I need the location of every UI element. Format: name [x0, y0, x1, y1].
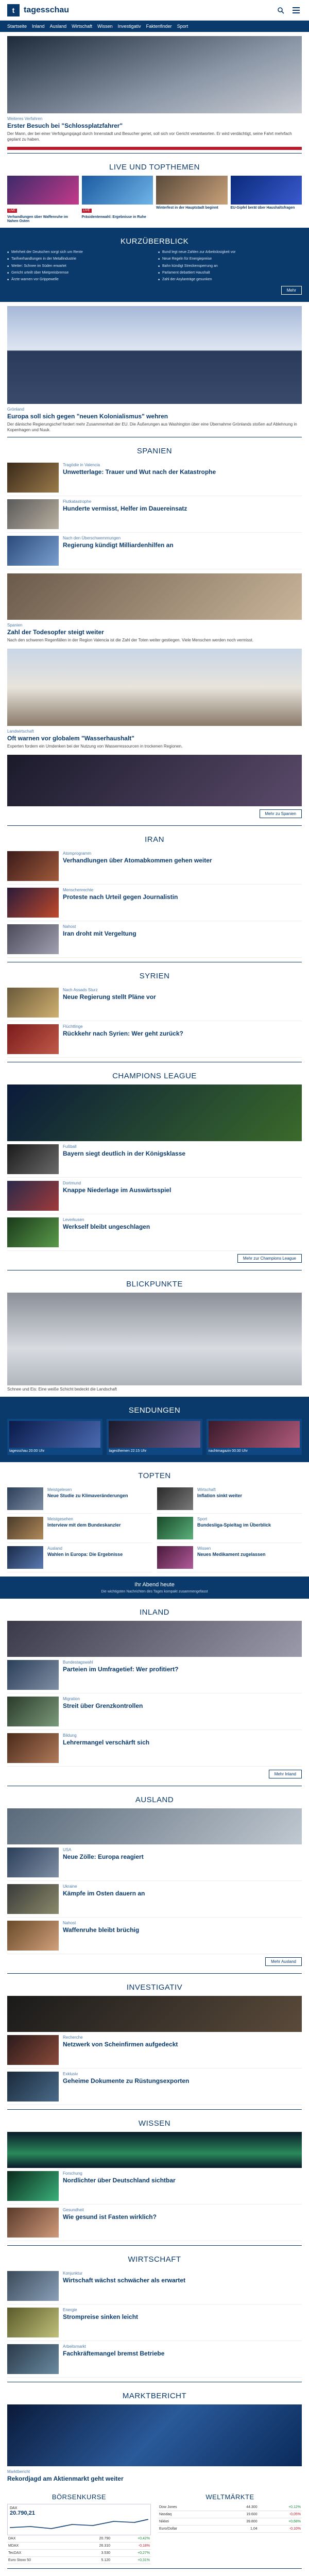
hero-teaser-text: Der Mann, der bei einer Verfolgungsjagd durch Innenstadt und Besucher geriet, soll sich vor Gericht verantworten. Er wird verdächtigt, seine Fahrt mehrfach geplant zu haben.	[7, 131, 292, 142]
item-kicker: Gesundheit	[63, 2207, 84, 2212]
quote-value: 26.310	[75, 2542, 111, 2549]
section-title-investigativ: INVESTIGATIV	[126, 1982, 183, 1992]
lead2-image[interactable]	[7, 306, 302, 404]
marktbericht-kicker: Marktbericht	[7, 2469, 30, 2474]
thumbnail[interactable]	[7, 1181, 59, 1211]
lead2-headline[interactable]: Europa soll sich gegen "neuen Kolonialismus" wehren	[7, 412, 168, 420]
cl-section	[0, 1062, 309, 1270]
live-badge: LIVE	[82, 209, 92, 213]
world-table	[158, 2504, 302, 2533]
more-button[interactable]: Mehr zur Champions League	[237, 1254, 302, 1263]
thumbnail[interactable]	[7, 463, 59, 493]
list-item[interactable]	[7, 1514, 152, 1543]
iran-section	[0, 826, 309, 962]
search-icon[interactable]	[275, 5, 286, 16]
quote-value: 39.800	[219, 2518, 259, 2525]
item-kicker: Nach Assads Sturz	[63, 988, 98, 993]
section-title-spanien: SPANIEN	[136, 447, 173, 456]
quote-value: 19.600	[219, 2511, 259, 2518]
item-kicker: Fußball	[63, 1144, 77, 1149]
nav-item[interactable]: Ausland	[49, 24, 67, 29]
item-headline[interactable]: Nordlichter über Deutschland sichtbar	[63, 2176, 176, 2184]
sendung-caption[interactable]: tagesthemen 22:15 Uhr	[109, 1449, 147, 1453]
thumbnail[interactable]	[7, 1487, 43, 1510]
more-button[interactable]: Mehr Ausland	[265, 1957, 302, 1966]
index-box[interactable]	[7, 2504, 151, 2535]
item-kicker: Sport	[197, 1516, 208, 1521]
table-row[interactable]	[158, 2511, 302, 2518]
marktbericht-section	[0, 2382, 309, 2487]
topten-section	[0, 1462, 309, 1577]
list-item[interactable]	[7, 460, 302, 496]
section-title-syrien: SYRIEN	[139, 972, 170, 981]
quote-value: 20.790	[75, 2535, 111, 2543]
item-headline[interactable]: Wahlen in Europa: Die Ergebnisse	[47, 1551, 123, 1557]
item-headline[interactable]: Fachkräftemangel bremst Betriebe	[63, 2349, 165, 2357]
item-headline[interactable]: Lehrermangel verschärft sich	[63, 1738, 150, 1746]
sendungen-section	[0, 1397, 309, 1462]
index-name: DAX	[10, 2506, 18, 2510]
list-item[interactable]	[7, 885, 302, 921]
thumbnail[interactable]	[7, 2308, 59, 2337]
item-headline[interactable]: Netzwerk von Scheinfirmen aufgedeckt	[63, 2040, 178, 2048]
table-row[interactable]	[7, 2549, 151, 2556]
ausland-image[interactable]	[7, 1808, 302, 1844]
list-item[interactable]	[7, 985, 302, 1021]
thumbnail[interactable]	[7, 2035, 59, 2065]
nav-item[interactable]: Wissen	[97, 24, 113, 29]
live-image[interactable]	[231, 176, 302, 205]
section-title-weltmaerkte: WELTMÄRKTE	[205, 2493, 254, 2501]
thumbnail[interactable]	[7, 1546, 43, 1569]
item-headline[interactable]: Bundesliga-Spieltag im Überblick	[197, 1522, 271, 1528]
index-value: 20.790,21	[10, 2510, 35, 2516]
list-item[interactable]	[7, 1141, 302, 1178]
thumbnail[interactable]	[7, 2271, 59, 2301]
blickpunkte-image[interactable]	[7, 1293, 302, 1385]
sendung-caption[interactable]: nachtmagazin 00:30 Uhr	[208, 1449, 248, 1453]
item-headline[interactable]: Wirtschaft wächst schwächer als erwartet	[63, 2276, 185, 2284]
list-item[interactable]	[7, 848, 302, 885]
quote-name: DAX	[7, 2535, 75, 2543]
thumbnail[interactable]	[7, 499, 59, 529]
kb-item[interactable]: ■ Gericht urteilt über Mietpreisbremse	[7, 270, 151, 275]
item-headline[interactable]: Interview mit dem Bundeskanzler	[47, 1522, 121, 1528]
nav-item[interactable]: Startseite	[7, 24, 27, 29]
logo-letter: t	[12, 6, 15, 14]
thumbnail[interactable]	[7, 1733, 59, 1763]
item-kicker: Konjunktur	[63, 2270, 83, 2276]
sendung-card[interactable]	[107, 1419, 202, 1455]
item-kicker: USA	[63, 1847, 72, 1852]
list-item[interactable]	[7, 1657, 302, 1693]
logo-icon[interactable]	[7, 4, 20, 16]
investigativ-image[interactable]	[7, 1996, 302, 2032]
nav-item[interactable]: Wirtschaft	[72, 24, 93, 29]
quote-change: -0,18%	[111, 2542, 151, 2549]
section-title-marktbericht: MARKTBERICHT	[122, 2391, 187, 2400]
item-headline[interactable]: Strompreise sinken leicht	[63, 2313, 139, 2320]
list-item[interactable]	[7, 496, 302, 533]
quote-change: +0,42%	[111, 2535, 151, 2543]
item-headline[interactable]: Iran droht mit Vergeltung	[63, 930, 136, 938]
logo-wordmark: tagesschau	[24, 5, 70, 14]
thumbnail[interactable]	[7, 1921, 59, 1951]
quote-value: 44.300	[219, 2504, 259, 2511]
item-headline[interactable]: Inflation sinkt weiter	[197, 1493, 243, 1498]
feature2-image[interactable]	[7, 649, 302, 726]
cl-image[interactable]	[7, 1084, 302, 1141]
quote-value: 5.120	[75, 2556, 111, 2564]
hero-accent-bar	[7, 147, 302, 150]
live-section	[0, 154, 309, 228]
item-headline[interactable]: Neue Zölle: Europa reagiert	[63, 1853, 144, 1860]
kb-item[interactable]: ■ Parlament debattiert Haushalt	[158, 270, 302, 275]
thumbnail[interactable]	[7, 536, 59, 566]
live-caption[interactable]: EU-Gipfel berät über Haushaltsfragen	[230, 206, 295, 210]
item-headline[interactable]: Proteste nach Urteil gegen Journalistin	[63, 893, 178, 901]
sendung-image[interactable]	[109, 1421, 200, 1448]
quote-value: 1,04	[219, 2525, 259, 2532]
list-item[interactable]	[7, 2304, 302, 2341]
quote-name: Euro/Dollar	[158, 2525, 219, 2532]
list-item[interactable]	[7, 2205, 302, 2241]
list-item[interactable]	[157, 1514, 302, 1543]
kb-item[interactable]: ■ Ärzte warnen vor Grippewelle	[7, 277, 151, 282]
item-headline[interactable]: Hunderte vermisst, Helfer im Dauereinsatz	[63, 505, 187, 513]
item-headline[interactable]: Neue Studie zu Klimaveränderungen	[47, 1493, 128, 1498]
list-item[interactable]	[157, 1543, 302, 1572]
item-kicker: Ausland	[47, 1546, 62, 1551]
logo-text[interactable]	[24, 6, 69, 15]
item-kicker: Flüchtlinge	[63, 1024, 83, 1029]
quote-name: MDAX	[7, 2542, 75, 2549]
quote-name: Euro Stoxx 50	[7, 2556, 75, 2564]
spanien-section	[0, 437, 309, 825]
boerse-section	[0, 2487, 309, 2568]
item-kicker: Migration	[63, 1696, 80, 1701]
kurzueberblick-section	[0, 228, 309, 301]
table-row[interactable]	[7, 2535, 151, 2543]
thumbnail[interactable]	[157, 1487, 193, 1510]
live-card[interactable]	[231, 176, 302, 224]
item-kicker: Dortmund	[63, 1181, 81, 1186]
item-kicker: Forschung	[63, 2171, 82, 2176]
nav-item[interactable]: Faktenfinder	[146, 24, 172, 29]
table-row[interactable]	[158, 2504, 302, 2511]
feature-teaser: Nach den schweren Regenfällen in der Region Valencia ist die Zahl der Toten weiter gestiegen. Viele Menschen werden noch vermisst.	[7, 638, 254, 643]
newsletter-sub: Die wichtigsten Nachrichten des Tages kompakt zusammengefasst	[101, 1589, 208, 1594]
thumbnail[interactable]	[7, 2344, 59, 2374]
list-item[interactable]	[7, 2168, 302, 2205]
live-card[interactable]	[156, 176, 228, 224]
item-kicker: Nahost	[63, 1920, 76, 1925]
thumbnail[interactable]	[7, 1848, 59, 1877]
thumbnail[interactable]	[157, 1517, 193, 1539]
item-headline[interactable]: Waffenruhe bleibt brüchig	[63, 1926, 140, 1934]
item-kicker: Wissen	[197, 1546, 211, 1551]
quote-table	[7, 2535, 151, 2564]
hero-image[interactable]	[7, 36, 302, 113]
wissen-section	[0, 2110, 309, 2245]
quote-change: -0,05%	[259, 2511, 302, 2518]
section-title-wirtschaft: WIRTSCHAFT	[128, 2255, 181, 2264]
item-kicker: Wirtschaft	[197, 1487, 216, 1492]
item-kicker: Atomprogramm	[63, 851, 92, 856]
boersenkurse	[7, 2491, 151, 2564]
item-kicker: Energie	[63, 2307, 77, 2312]
list-item[interactable]	[7, 1918, 302, 1954]
syrien-section	[0, 962, 309, 1062]
newsletter-title: Ihr Abend heute	[134, 1581, 175, 1588]
index-sparkline	[10, 2516, 148, 2532]
thumbnail[interactable]	[7, 2208, 59, 2238]
section-title-topten: TOPTEN	[138, 1471, 171, 1480]
section-title-blickpunkte: BLICKPUNKTE	[126, 1280, 183, 1289]
hero-kicker: Weiteres Verfahren	[7, 116, 43, 121]
hamburger-icon[interactable]	[290, 5, 302, 16]
kb-item[interactable]: ■ Neue Regeln für Energiepreise	[158, 257, 302, 261]
main-nav	[0, 21, 309, 32]
sendung-image[interactable]	[209, 1421, 300, 1448]
kb-item[interactable]: ■ Bund legt neue Zahlen zur Arbeitslosigkeit vor	[158, 250, 302, 255]
live-image[interactable]	[156, 176, 228, 205]
quote-name: TecDAX	[7, 2549, 75, 2556]
kb-item[interactable]: ■ Bahn kündigt Streckensperrung an	[158, 264, 302, 268]
item-headline[interactable]: Neue Regierung stellt Pläne vor	[63, 993, 156, 1001]
nav-item[interactable]: Inland	[32, 24, 45, 29]
list-item[interactable]	[7, 1484, 152, 1514]
live-caption[interactable]: Präsidentenwahl: Ergebnisse in Ruhe	[81, 215, 146, 219]
thumbnail[interactable]	[7, 888, 59, 918]
feature2-kicker: Landwirtschaft	[7, 729, 34, 734]
live-image[interactable]	[7, 176, 79, 205]
section-title-live: LIVE UND TOPTHEMEN	[109, 162, 200, 172]
feature2-teaser: Experten fordern ein Umdenken bei der Nutzung von Wasserressourcen in trockenen Regionen.	[7, 744, 183, 749]
list-item[interactable]	[7, 2268, 302, 2304]
nav-item[interactable]: Investigativ	[117, 24, 141, 29]
item-headline[interactable]: Verhandlungen über Atomabkommen gehen weiter	[63, 857, 212, 865]
item-kicker: Ukraine	[63, 1884, 77, 1889]
quote-change: +0,68%	[259, 2518, 302, 2525]
blickpunkte-section	[0, 1270, 309, 1397]
quote-change: +0,12%	[259, 2504, 302, 2511]
section-title-cl: CHAMPIONS LEAGUE	[112, 1072, 197, 1081]
thumbnail[interactable]	[7, 2171, 59, 2201]
list-item[interactable]	[7, 533, 302, 569]
newsletter-box[interactable]	[0, 1577, 309, 1599]
thumbnail[interactable]	[7, 851, 59, 881]
list-item[interactable]	[7, 1844, 302, 1881]
item-kicker: Exklusiv	[63, 2071, 78, 2076]
item-kicker: Tragödie in Valencia	[63, 463, 100, 468]
more-button[interactable]: Mehr Inland	[269, 1770, 302, 1778]
feature2-headline[interactable]: Oft warnen vor globalem "Wasserhaushalt"	[7, 735, 134, 742]
quote-name: Dow Jones	[158, 2504, 219, 2511]
item-headline[interactable]: Werkself bleibt ungeschlagen	[63, 1223, 150, 1231]
item-kicker: Meistgesehen	[47, 1516, 73, 1521]
section-title-iran: IRAN	[145, 835, 164, 844]
item-kicker: Meistgelesen	[47, 1487, 72, 1492]
table-row[interactable]	[7, 2556, 151, 2564]
hero-headline[interactable]: Erster Besuch bei "Schlossplatzfahrer"	[7, 122, 123, 129]
thumbnail[interactable]	[7, 1144, 59, 1174]
item-kicker: Bildung	[63, 1733, 77, 1738]
section-title-boersenkurse: BÖRSENKURSE	[52, 2493, 107, 2501]
item-kicker: Arbeitsmarkt	[63, 2344, 86, 2349]
section-title-wissen: WISSEN	[138, 2119, 171, 2128]
list-item[interactable]	[7, 921, 302, 958]
thumbnail[interactable]	[157, 1546, 193, 1569]
list-item[interactable]	[7, 1881, 302, 1918]
blickpunkte-caption: Schnee und Eis: Eine weiße Schicht bedeckt die Landschaft	[7, 1387, 117, 1392]
marktbericht-headline[interactable]: Rekordjagd am Aktienmarkt geht weiter	[7, 2475, 124, 2482]
section-title-kurzueberblick: KURZÜBERBLICK	[120, 237, 189, 246]
sendung-card[interactable]	[207, 1419, 302, 1455]
item-headline[interactable]: Knappe Niederlage im Auswärtsspiel	[63, 1187, 171, 1194]
item-kicker: Nach den Überschwemmungen	[63, 536, 121, 541]
table-row[interactable]	[158, 2518, 302, 2525]
feature-kicker: Spanien	[7, 623, 23, 628]
kb-item[interactable]: ■ Mehrheit der Deutschen sorgt sich um Rente	[7, 250, 151, 255]
thumbnail[interactable]	[7, 2072, 59, 2102]
investigativ-section	[0, 1974, 309, 2109]
list-item[interactable]	[7, 1214, 302, 1251]
live-card[interactable]	[7, 176, 79, 224]
item-kicker: Bundestagswahl	[63, 1659, 93, 1665]
quote-name: Nasdaq	[158, 2511, 219, 2518]
list-item[interactable]	[7, 2069, 302, 2105]
list-item[interactable]	[7, 1543, 152, 1572]
thumbnail[interactable]	[7, 988, 59, 1018]
inland-section	[0, 1599, 309, 1786]
section-title-sendungen: SENDUNGEN	[128, 1405, 181, 1415]
item-kicker: Menschenrechte	[63, 888, 94, 893]
list-item[interactable]	[7, 1021, 302, 1058]
live-image[interactable]	[82, 176, 153, 205]
list-item[interactable]	[7, 2341, 302, 2378]
sendung-image[interactable]	[9, 1421, 100, 1448]
table-row[interactable]	[158, 2525, 302, 2532]
marktbericht-image[interactable]	[7, 2404, 302, 2466]
item-headline[interactable]: Bayern siegt deutlich in der Königsklasse	[63, 1150, 186, 1158]
item-headline[interactable]: Rückkehr nach Syrien: Wer geht zurück?	[63, 1030, 183, 1038]
weltmaerkte	[158, 2491, 302, 2564]
live-badge: LIVE	[7, 209, 17, 213]
lead2-teaser-text: Der dänische Regierungschef fordert mehr Zusammenhalt der EU. Die Äußerungen aus Washington über eine Übernahme Grönlands stoßen auf Ablehnung in Kopenhagen und Nuuk.	[7, 421, 297, 432]
item-kicker: Recherche	[63, 2035, 83, 2040]
more-button[interactable]: Mehr zu Spanien	[260, 809, 302, 818]
thumbnail[interactable]	[7, 1697, 59, 1726]
quote-name: Nikkei	[158, 2518, 219, 2525]
kb-more-button[interactable]: Mehr	[281, 286, 302, 295]
live-card[interactable]	[82, 176, 153, 224]
thumbnail[interactable]	[7, 1517, 43, 1539]
wirtschaft-section	[0, 2246, 309, 2382]
item-headline[interactable]: Wie gesund ist Fasten wirklich?	[63, 2213, 157, 2221]
thumbnail[interactable]	[7, 924, 59, 954]
inland-image[interactable]	[7, 1621, 302, 1657]
item-headline[interactable]: Kämpfe im Osten dauern an	[63, 1889, 145, 1897]
list-item[interactable]	[7, 1178, 302, 1214]
thumbnail[interactable]	[7, 1884, 59, 1914]
item-kicker: Flutkatastrophe	[63, 499, 92, 504]
thumbnail[interactable]	[7, 1024, 59, 1054]
list-item[interactable]	[7, 1693, 302, 1730]
live-caption[interactable]: Verhandlungen über Waffenruhe im Nahen Osten	[7, 215, 68, 223]
item-headline[interactable]: Regierung kündigt Milliardenhilfen an	[63, 541, 174, 549]
kb-item[interactable]: ■ Zahl der Asylanträge gesunken	[158, 277, 302, 282]
wissen-image[interactable]	[7, 2132, 302, 2168]
list-item[interactable]	[7, 2032, 302, 2069]
feature-image[interactable]	[7, 573, 302, 620]
section-title-inland: INLAND	[139, 1607, 169, 1617]
quote-value: 3.530	[75, 2549, 111, 2556]
live-caption[interactable]: Winterfest in der Hauptstadt beginnt	[156, 206, 218, 210]
quote-change: +0,31%	[111, 2556, 151, 2564]
sendung-card[interactable]	[7, 1419, 102, 1455]
kb-item[interactable]: ■ Tarifverhandlungen in der Metallindustrie	[7, 257, 151, 261]
thumbnail[interactable]	[7, 1217, 59, 1247]
item-headline[interactable]: Unwetterlage: Trauer und Wut nach der Katastrophe	[63, 468, 216, 476]
thumbnail[interactable]	[7, 1660, 59, 1690]
section-title-ausland: AUSLAND	[135, 1795, 174, 1804]
sport-section	[0, 2569, 309, 2576]
feature-headline[interactable]: Zahl der Todesopfer steigt weiter	[7, 629, 104, 636]
item-headline[interactable]: Streit über Grenzkontrollen	[63, 1702, 143, 1709]
quote-change: +0,27%	[111, 2549, 151, 2556]
kb-item[interactable]: ■ Wetter: Schnee im Süden erwartet	[7, 264, 151, 268]
lead2-kicker: Grönland	[7, 406, 24, 412]
nav-item[interactable]: Sport	[177, 24, 188, 29]
item-headline[interactable]: Geheime Dokumente zu Rüstungsexporten	[63, 2077, 190, 2084]
item-kicker: Leverkusen	[63, 1217, 84, 1223]
feature3-image[interactable]	[7, 755, 302, 806]
item-headline[interactable]: Parteien im Umfragetief: Wer profitiert?	[63, 1665, 179, 1673]
item-headline[interactable]: Neues Medikament zugelassen	[197, 1551, 266, 1557]
top-bar	[0, 0, 309, 21]
lead2-teaser[interactable]	[0, 302, 309, 437]
quote-change: -0,10%	[259, 2525, 302, 2532]
ausland-section	[0, 1786, 309, 1973]
item-kicker: Nahost	[63, 924, 76, 929]
sendung-caption[interactable]: tagesschau 20:00 Uhr	[9, 1449, 45, 1453]
list-item[interactable]	[157, 1484, 302, 1514]
table-row[interactable]	[7, 2542, 151, 2549]
hero-teaser[interactable]	[0, 32, 309, 147]
list-item[interactable]	[7, 1730, 302, 1767]
